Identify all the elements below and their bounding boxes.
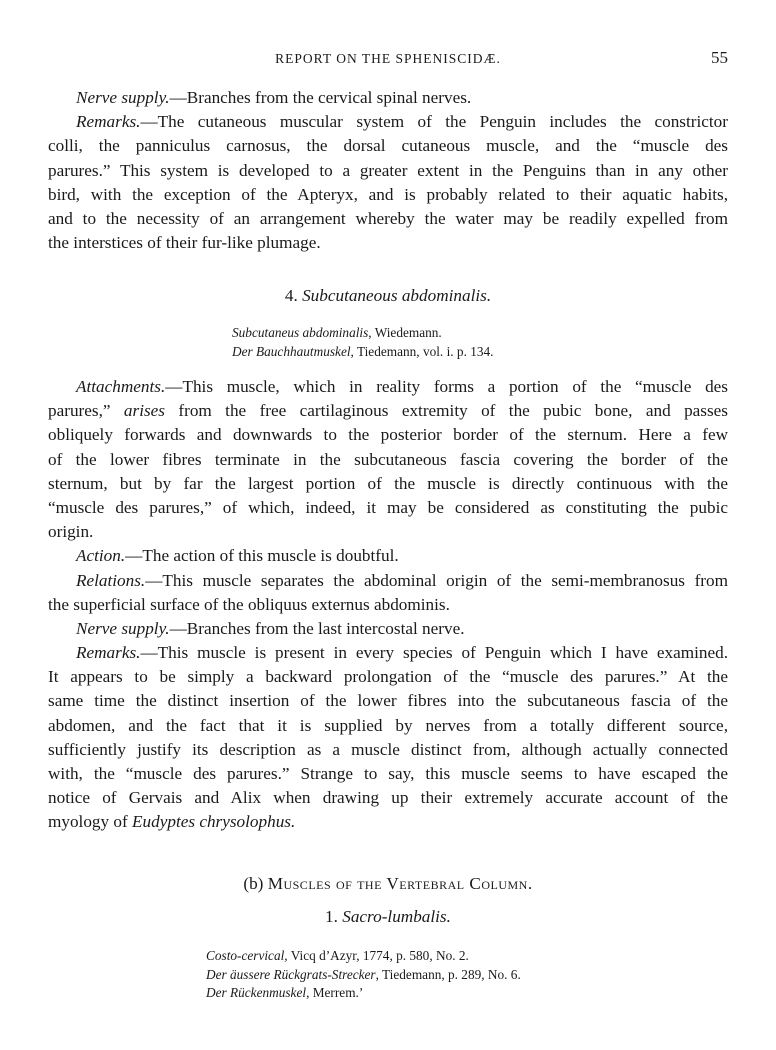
text-line xyxy=(48,810,728,834)
text-line xyxy=(206,947,626,966)
text-line xyxy=(48,762,728,786)
text-line xyxy=(48,86,728,110)
text-segment: bird, with the exception of the Apteryx, and is probably related to their aquatic habits, xyxy=(48,184,728,204)
section-subcutaneous-description xyxy=(48,375,728,835)
italic-text: Nerve supply. xyxy=(76,88,170,107)
text-line xyxy=(48,593,728,617)
text-segment: colli, the panniculus carnosus, the dorsal cutaneous muscle, and the “muscle des xyxy=(48,136,728,156)
text-segment: parures,” xyxy=(48,401,124,421)
italic-text: Remarks. xyxy=(76,643,141,663)
text-segment: , Tiedemann, vol. i. p. 134. xyxy=(350,343,494,359)
text-segment: , Wiedemann. xyxy=(368,325,442,340)
text-segment: with, the “muscle des parures.” Strange to say, this muscle seems to have escaped the xyxy=(48,764,728,783)
section-heading-sacro-lumbalis xyxy=(48,907,728,927)
page-number: 55 xyxy=(711,48,728,67)
heading-title: Muscles of the Vertebral Column. xyxy=(267,874,533,893)
italic-text: Subcutaneus abdominalis xyxy=(232,325,369,340)
text-line xyxy=(48,738,728,762)
text-line xyxy=(48,375,728,399)
running-title: REPORT ON THE SPHENISCIDÆ. xyxy=(275,51,501,66)
text-line xyxy=(48,520,728,544)
italic-text: Der äussere Rückgrats-Strecker xyxy=(206,966,376,982)
text-line xyxy=(48,231,728,255)
italic-text: Nerve supply. xyxy=(76,618,170,638)
text-line xyxy=(48,641,728,665)
text-line xyxy=(48,689,728,713)
text-segment: and to the necessity of an arrangement whereby the water may be readily expelled from xyxy=(48,208,728,228)
italic-text: Der Bauchhautmuskel xyxy=(232,343,351,359)
text-line xyxy=(48,423,728,447)
text-line xyxy=(232,324,632,343)
heading-number: 4. xyxy=(284,286,298,305)
text-line xyxy=(48,183,728,207)
text-segment: origin. xyxy=(48,522,94,542)
italic-text: Relations. xyxy=(76,570,146,590)
text-segment: It appears to be simply a backward prolongation of the “muscle des parures.” At the xyxy=(48,667,728,687)
section-heading-subcutaneous-abdominalis xyxy=(48,286,728,306)
section-heading-vertebral-column xyxy=(48,874,728,894)
text-segment: —The cutaneous muscular system of the Penguin includes the constrictor xyxy=(140,112,728,132)
text-line xyxy=(48,110,728,134)
text-line xyxy=(206,984,626,1003)
heading-title: Subcutaneous abdominalis. xyxy=(302,286,492,305)
text-segment: —This muscle is present in every species of Penguin which I have examined. xyxy=(140,643,728,663)
text-line xyxy=(48,569,728,593)
text-line xyxy=(232,343,632,362)
text-line xyxy=(206,966,626,985)
italic-text: Eudyptes chrysolophus. xyxy=(132,812,296,832)
text-segment: parures.” This system is developed to a greater extent in the Penguins than in any other xyxy=(48,160,728,180)
italic-text: Attachments. xyxy=(76,377,166,396)
text-segment: —This muscle, which in reality forms a portion of the “muscle des xyxy=(165,377,728,396)
text-line xyxy=(48,496,728,520)
italic-text: Action. xyxy=(76,546,126,566)
section-cutaneous-remarks xyxy=(48,86,728,255)
text-segment: abdomen, and the fact that it is supplied by nerves from a totally different source, xyxy=(48,715,728,735)
synonyms-list xyxy=(232,324,632,361)
text-segment: —Branches from the last intercostal nerve. xyxy=(169,618,465,638)
text-segment: —This muscle separates the abdominal origin of the semi-membranosus from xyxy=(145,570,728,590)
text-segment: from the free cartilaginous extremity of the pubic bone, and passes xyxy=(164,401,728,421)
italic-text: Remarks. xyxy=(76,112,141,132)
text-segment: sufficiently justify its description as a muscle distinct from, although actually connected xyxy=(48,739,728,759)
italic-text: Costo-cervical xyxy=(206,948,285,963)
text-line xyxy=(48,134,728,158)
text-line xyxy=(48,207,728,231)
italic-text: arises xyxy=(123,401,165,421)
text-line xyxy=(48,544,728,568)
text-segment: —The action of this muscle is doubtful. xyxy=(125,546,399,566)
text-segment: of the lower fibres terminate in the subcutaneous fascia covering the border of the xyxy=(48,449,728,469)
text-segment: same time the distinct insertion of the lower fibres into the subcutaneous fascia of the xyxy=(48,691,728,711)
heading-number: 1. xyxy=(325,907,338,926)
text-line xyxy=(48,472,728,496)
running-header xyxy=(48,48,728,70)
text-segment: , Vicq d’Azyr, 1774, p. 580, No. 2. xyxy=(284,948,469,963)
text-line xyxy=(48,786,728,810)
text-segment: obliquely forwards and downwards to the posterior border of the sternum. Here a few xyxy=(48,425,728,445)
text-line xyxy=(48,448,728,472)
synonyms-list xyxy=(206,947,626,1003)
text-segment: the interstices of their fur-like plumage. xyxy=(48,233,321,253)
text-line xyxy=(48,714,728,738)
text-segment: , Merrem.’ xyxy=(306,985,364,1000)
text-segment: “muscle des parures,” of which, indeed, it may be considered as constituting the pubic xyxy=(48,497,728,517)
text-segment: myology of xyxy=(48,812,133,832)
heading-title: Sacro-lumbalis. xyxy=(342,907,451,926)
text-line xyxy=(48,159,728,183)
text-segment: notice of Gervais and Alix when drawing up their extremely accurate account of the xyxy=(48,788,728,808)
text-line xyxy=(48,665,728,689)
text-segment: —Branches from the cervical spinal nerves. xyxy=(169,88,472,107)
text-line xyxy=(48,399,728,423)
heading-label: (b) xyxy=(243,874,264,893)
text-line xyxy=(48,617,728,641)
text-segment: , Tiedemann, p. 289, No. 6. xyxy=(375,966,521,982)
text-segment: the superficial surface of the obliquus externus abdominis. xyxy=(48,594,450,614)
text-segment: sternum, but by far the largest portion of the muscle is directly continuous with the xyxy=(48,473,728,493)
italic-text: Der Rückenmuskel xyxy=(206,985,307,1000)
